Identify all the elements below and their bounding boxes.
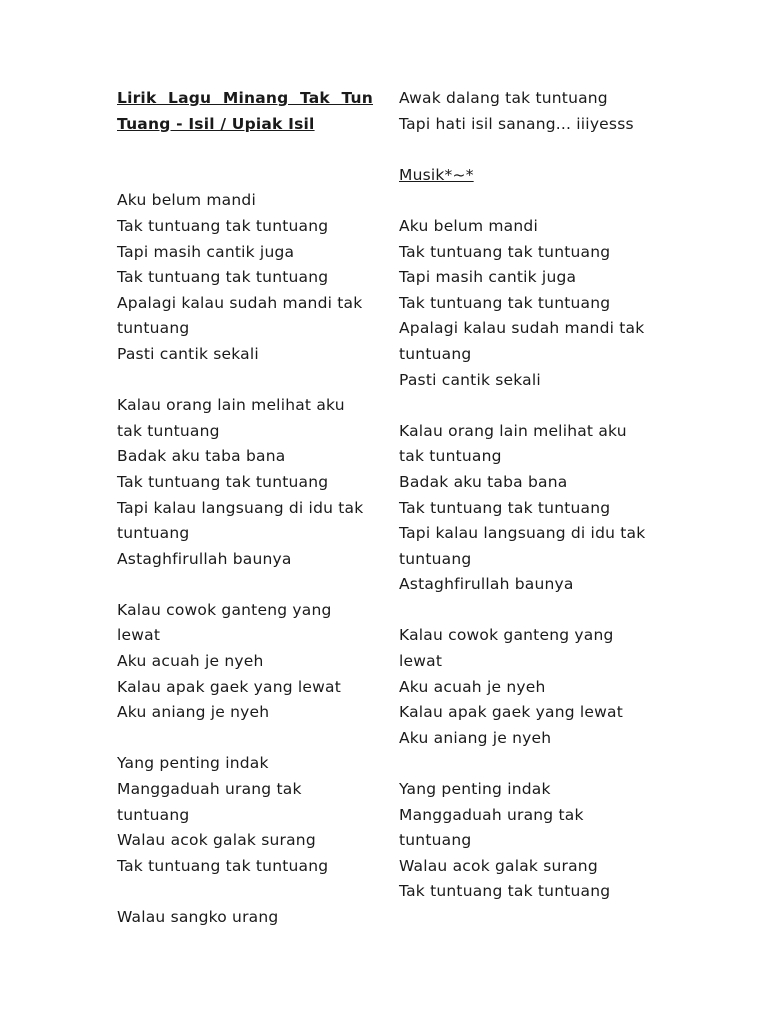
lyrics-lines-right bbox=[399, 188, 661, 905]
lyric-line: Kalau cowok ganteng yang bbox=[117, 600, 332, 619]
lyric-line: Tak tuntuang tak tuntuang bbox=[117, 268, 329, 287]
lyric-line: Manggaduah urang tak bbox=[399, 805, 584, 824]
blank-line bbox=[399, 751, 661, 777]
blank-line bbox=[117, 368, 373, 394]
section-heading-musik: Musik*~* bbox=[399, 165, 474, 184]
lyric-line: tuntuang bbox=[399, 549, 472, 568]
lyric-line: tuntuang bbox=[399, 831, 472, 850]
blank-line bbox=[117, 137, 373, 163]
lyric-line: tuntuang bbox=[117, 524, 190, 543]
lyric-line: lewat bbox=[399, 652, 443, 671]
lyric-line: Kalau orang lain melihat aku bbox=[117, 396, 345, 415]
document-title-line-2: Tuang - Isil / Upiak Isil bbox=[117, 114, 315, 133]
lyric-line: Tapi kalau langsuang di idu tak bbox=[399, 524, 646, 543]
lyric-line: Tak tuntuang tak tuntuang bbox=[117, 856, 329, 875]
blank-line bbox=[399, 188, 661, 214]
blank-line bbox=[117, 163, 373, 189]
lyric-line: tuntuang bbox=[399, 344, 472, 363]
lyric-line: Manggaduah urang tak bbox=[117, 780, 302, 799]
lyric-line: Tak tuntuang tak tuntuang bbox=[399, 882, 611, 901]
lyric-line: Badak aku taba bana bbox=[399, 472, 568, 491]
lyric-line: Tak tuntuang tak tuntuang bbox=[399, 498, 611, 517]
blank-line bbox=[117, 726, 373, 752]
lyric-line: Walau sangko urang bbox=[117, 908, 279, 926]
blank-line bbox=[117, 572, 373, 598]
lyric-line: Astaghfirullah baunya bbox=[399, 575, 574, 594]
lyric-line: tak tuntuang bbox=[117, 421, 220, 440]
lyric-line: Aku belum mandi bbox=[399, 216, 538, 235]
lyric-line: Tak tuntuang tak tuntuang bbox=[117, 216, 329, 235]
lyric-line: Apalagi kalau sudah mandi tak bbox=[117, 293, 363, 312]
lyric-line: Aku aniang je nyeh bbox=[399, 728, 552, 747]
lyrics-column-left bbox=[117, 86, 373, 931]
blank-line bbox=[117, 879, 373, 905]
lyrics-intro-right bbox=[399, 86, 661, 137]
lyric-line: Tapi masih cantik juga bbox=[399, 268, 577, 287]
lyric-line: Pasti cantik sekali bbox=[117, 344, 259, 363]
lyric-line: Walau acok galak surang bbox=[399, 856, 598, 875]
lyric-line: lewat bbox=[117, 626, 161, 645]
lyric-line: Tapi masih cantik juga bbox=[117, 242, 295, 261]
lyric-line: Tapi hati isil sanang... iiiyesss bbox=[399, 114, 634, 133]
lyric-line: Badak aku taba bana bbox=[117, 447, 286, 466]
lyric-line: Walau acok galak surang bbox=[117, 831, 316, 850]
lyric-line: Aku acuah je nyeh bbox=[399, 677, 546, 696]
lyric-line: Aku aniang je nyeh bbox=[117, 703, 270, 722]
lyric-line: Yang penting indak bbox=[399, 780, 551, 799]
lyric-line: Yang penting indak bbox=[117, 754, 269, 773]
blank-line bbox=[399, 598, 661, 624]
lyric-line: Aku belum mandi bbox=[117, 191, 256, 210]
lyric-line: Astaghfirullah baunya bbox=[117, 549, 292, 568]
lyrics-column-right bbox=[399, 86, 661, 905]
lyrics-lines-left bbox=[117, 137, 373, 930]
lyric-line: tuntuang bbox=[117, 319, 190, 338]
lyric-line: Tak tuntuang tak tuntuang bbox=[399, 293, 611, 312]
lyric-line: Tak tuntuang tak tuntuang bbox=[399, 242, 611, 261]
lyric-line: Pasti cantik sekali bbox=[399, 370, 541, 389]
lyric-line: Tapi kalau langsuang di idu tak bbox=[117, 498, 364, 517]
lyric-line: Apalagi kalau sudah mandi tak bbox=[399, 319, 645, 338]
lyric-line: tuntuang bbox=[117, 805, 190, 824]
lyric-line: Awak dalang tak tuntuang bbox=[399, 89, 608, 107]
lyric-line: Kalau orang lain melihat aku bbox=[399, 421, 627, 440]
lyric-line: Tak tuntuang tak tuntuang bbox=[117, 472, 329, 491]
blank-line bbox=[399, 393, 661, 419]
blank-line bbox=[399, 137, 661, 163]
lyric-line: Kalau apak gaek yang lewat bbox=[399, 703, 624, 722]
lyric-line: Kalau apak gaek yang lewat bbox=[117, 677, 342, 696]
lyric-line: tak tuntuang bbox=[399, 447, 502, 466]
lyric-line: Kalau cowok ganteng yang bbox=[399, 626, 614, 645]
document-title-line-1: Lirik Lagu Minang Tak Tun bbox=[117, 89, 373, 107]
lyric-line: Aku acuah je nyeh bbox=[117, 652, 264, 671]
